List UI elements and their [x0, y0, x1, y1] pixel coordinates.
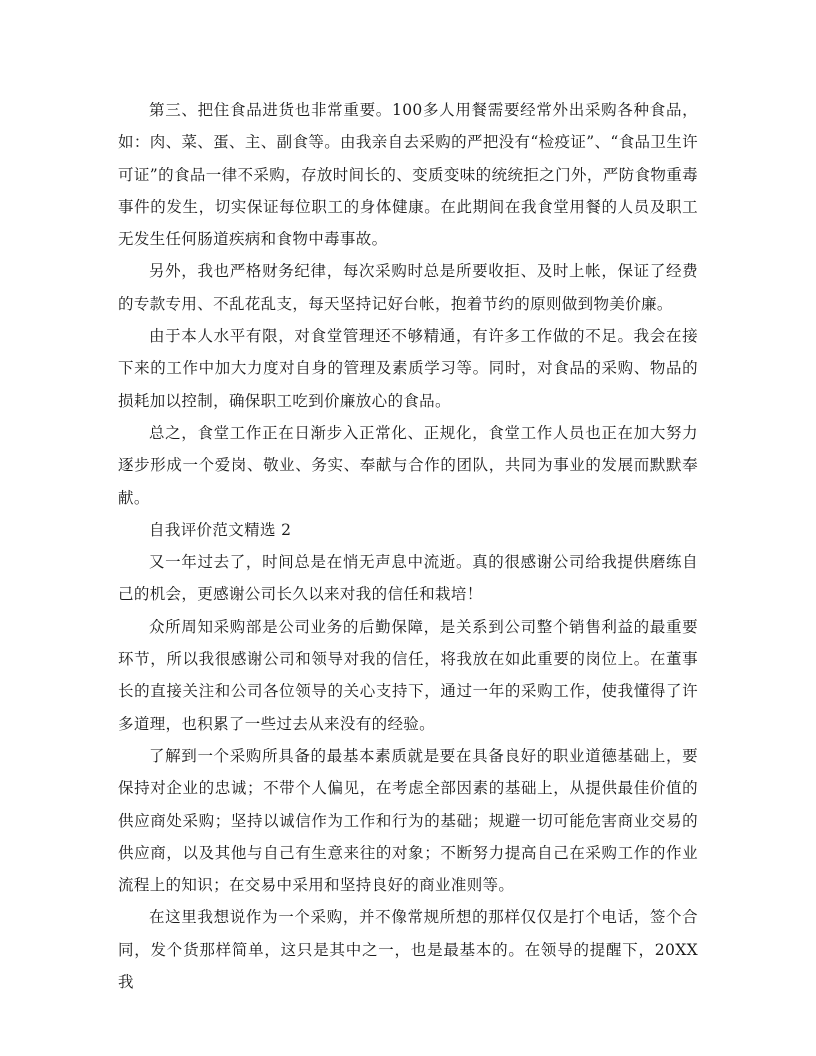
paragraph-purchasing-department: 众所周知采购部是公司业务的后勤保障，是关系到公司整个销售利益的最重要环节，所以我很感谢公司和领导对我的信任，将我放在如此重要的岗位上。在董事长的直接关注和公司各位领导的关心支持下，通过一年的采购工作，使我懂得了许多道理，也积累了一些过去从来没有的经验。 [118, 617, 698, 733]
document-page [118, 94, 698, 998]
section-heading: 自我评价范文精选 2 [149, 520, 292, 539]
paragraph-basic-qualities: 了解到一个采购所具备的最基本素质就是要在具备良好的职业道德基础上，要保持对企业的忠诚；不带个人偏见，在考虑全部因素的基础上，从提供最佳价值的供应商处采购；坚持以诚信作为工作和行为的基础；规避一切可能危害商业交易的供应商，以及其他与自己有生意来往的对象；不断努力提高自己在采购工作的作业流程上的知识；在交易中采用和坚持良好的商业准则等。 [118, 746, 698, 895]
paragraph-year-passed: 又一年过去了，时间总是在悄无声息中流逝。真的很感谢公司给我提供磨练自己的机会，更感谢公司长久以来对我的信任和栽培！ [118, 553, 698, 604]
paragraph-not-simple: 在这里我想说作为一个采购，并不像常规所想的那样仅仅是打个电话，签个合同，发个货那样简单，这只是其中之一，也是最基本的。在领导的提醒下，20XX我 [118, 908, 698, 992]
paragraph-financial-discipline: 另外，我也严格财务纪律，每次采购时总是所要收拒、及时上帐，保证了经费的专款专用、不乱花乱支，每天坚持记好台帐，抱着节约的原则做到物美价廉。 [118, 262, 698, 313]
paragraph-summary: 总之，食堂工作正在日渐步入正常化、正规化，食堂工作人员也正在加大努力逐步形成一个爱岗、敬业、务实、奉献与合作的团队，共同为事业的发展而默默奉献。 [118, 423, 698, 507]
paragraph-food-purchasing: 第三、把住食品进货也非常重要。100多人用餐需要经常外出采购各种食品，如：肉、菜、蛋、主、副食等。由我亲自去采购的严把没有“检疫证”、“食品卫生许可证”的食品一律不采购，存放时间长的、变质变味的统统拒之门外，严防食物重毒事件的发生，切实保证每位职工的身体健康。在此期间在我食堂用餐的人员及职工无发生任何肠道疾病和食物中毒事故。 [118, 101, 698, 249]
paragraph-shortcomings: 由于本人水平有限，对食堂管理还不够精通，有许多工作做的不足。我会在接下来的工作中加大力度对自身的管理及素质学习等。同时，对食品的采购、物品的损耗加以控制，确保职工吃到价廉放心的食品。 [118, 327, 698, 410]
